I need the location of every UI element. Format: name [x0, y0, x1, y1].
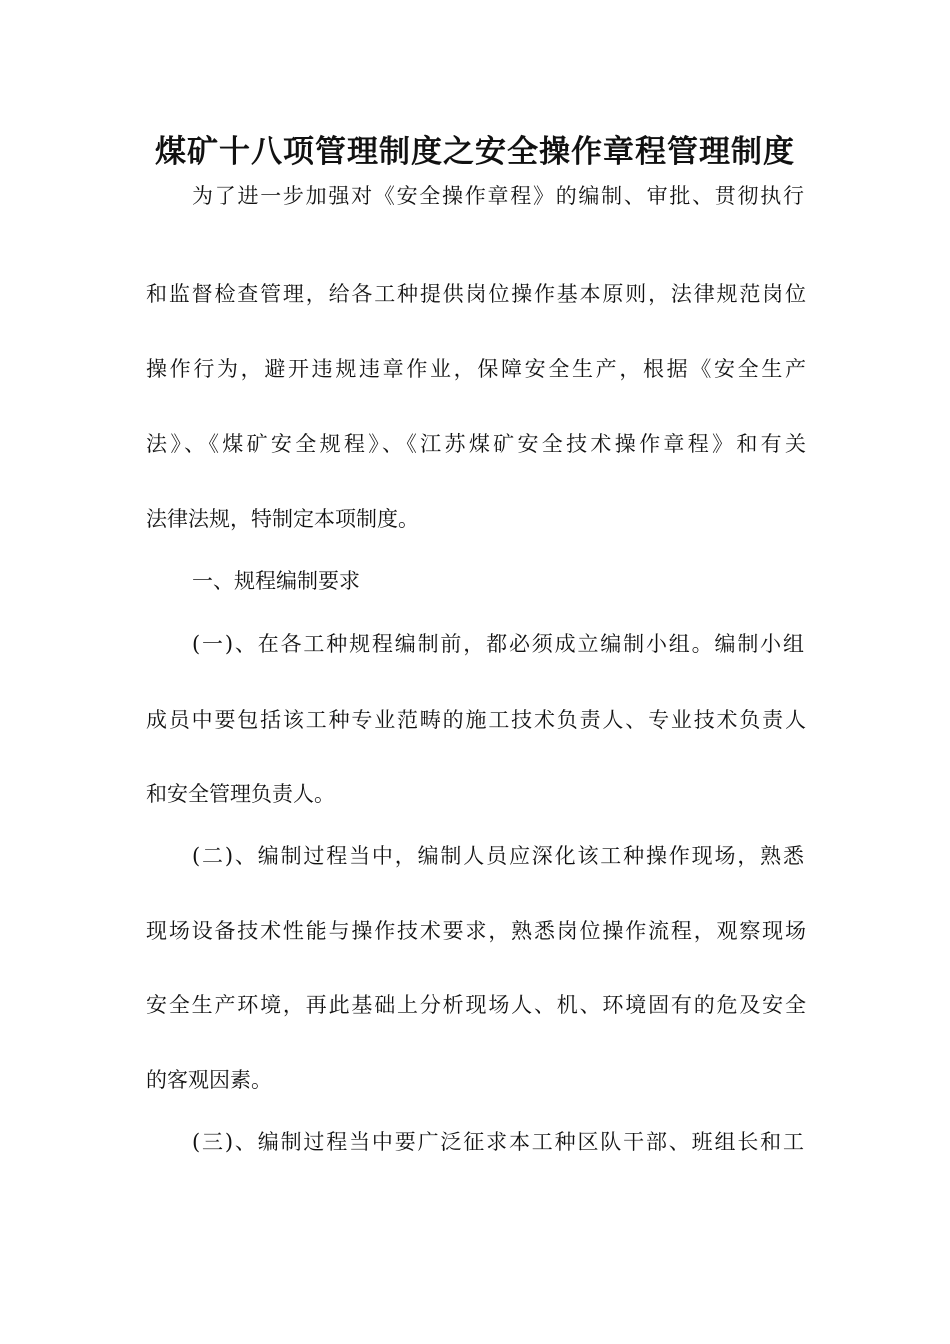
- section-heading: 一、规程编制要求: [192, 569, 360, 593]
- paragraph-line: (一)、在各工种规程编制前，都必须成立编制小组。编制小组: [192, 632, 804, 656]
- paragraph-line: 现场设备技术性能与操作技术要求，熟悉岗位操作流程，观察现场: [146, 919, 806, 943]
- paragraph-line: 法律法规，特制定本项制度。: [146, 507, 419, 531]
- paragraph-line: (二)、编制过程当中，编制人员应深化该工种操作现场，熟悉: [192, 844, 804, 868]
- document-title: 煤矿十八项管理制度之安全操作章程管理制度: [155, 134, 795, 170]
- paragraph-line: 和安全管理负责人。: [146, 782, 335, 806]
- paragraph-line: 安全生产环境，再此基础上分析现场人、机、环境固有的危及安全: [146, 993, 806, 1017]
- paragraph-line: (三)、编制过程当中要广泛征求本工种区队干部、班组长和工: [192, 1130, 804, 1154]
- paragraph-line: 法》、《煤矿安全规程》、《江苏煤矿安全技术操作章程》和有关: [146, 432, 806, 456]
- paragraph-line: 的客观因素。: [146, 1068, 272, 1092]
- paragraph-line: 为了进一步加强对《安全操作章程》的编制、审批、贯彻执行: [192, 184, 804, 208]
- paragraph-line: 和监督检查管理，给各工种提供岗位操作基本原则，法律规范岗位: [146, 282, 806, 306]
- paragraph-line: 成员中要包括该工种专业范畴的施工技术负责人、专业技术负责人: [146, 708, 806, 732]
- paragraph-line: 操作行为，避开违规违章作业，保障安全生产，根据《安全生产: [146, 357, 806, 381]
